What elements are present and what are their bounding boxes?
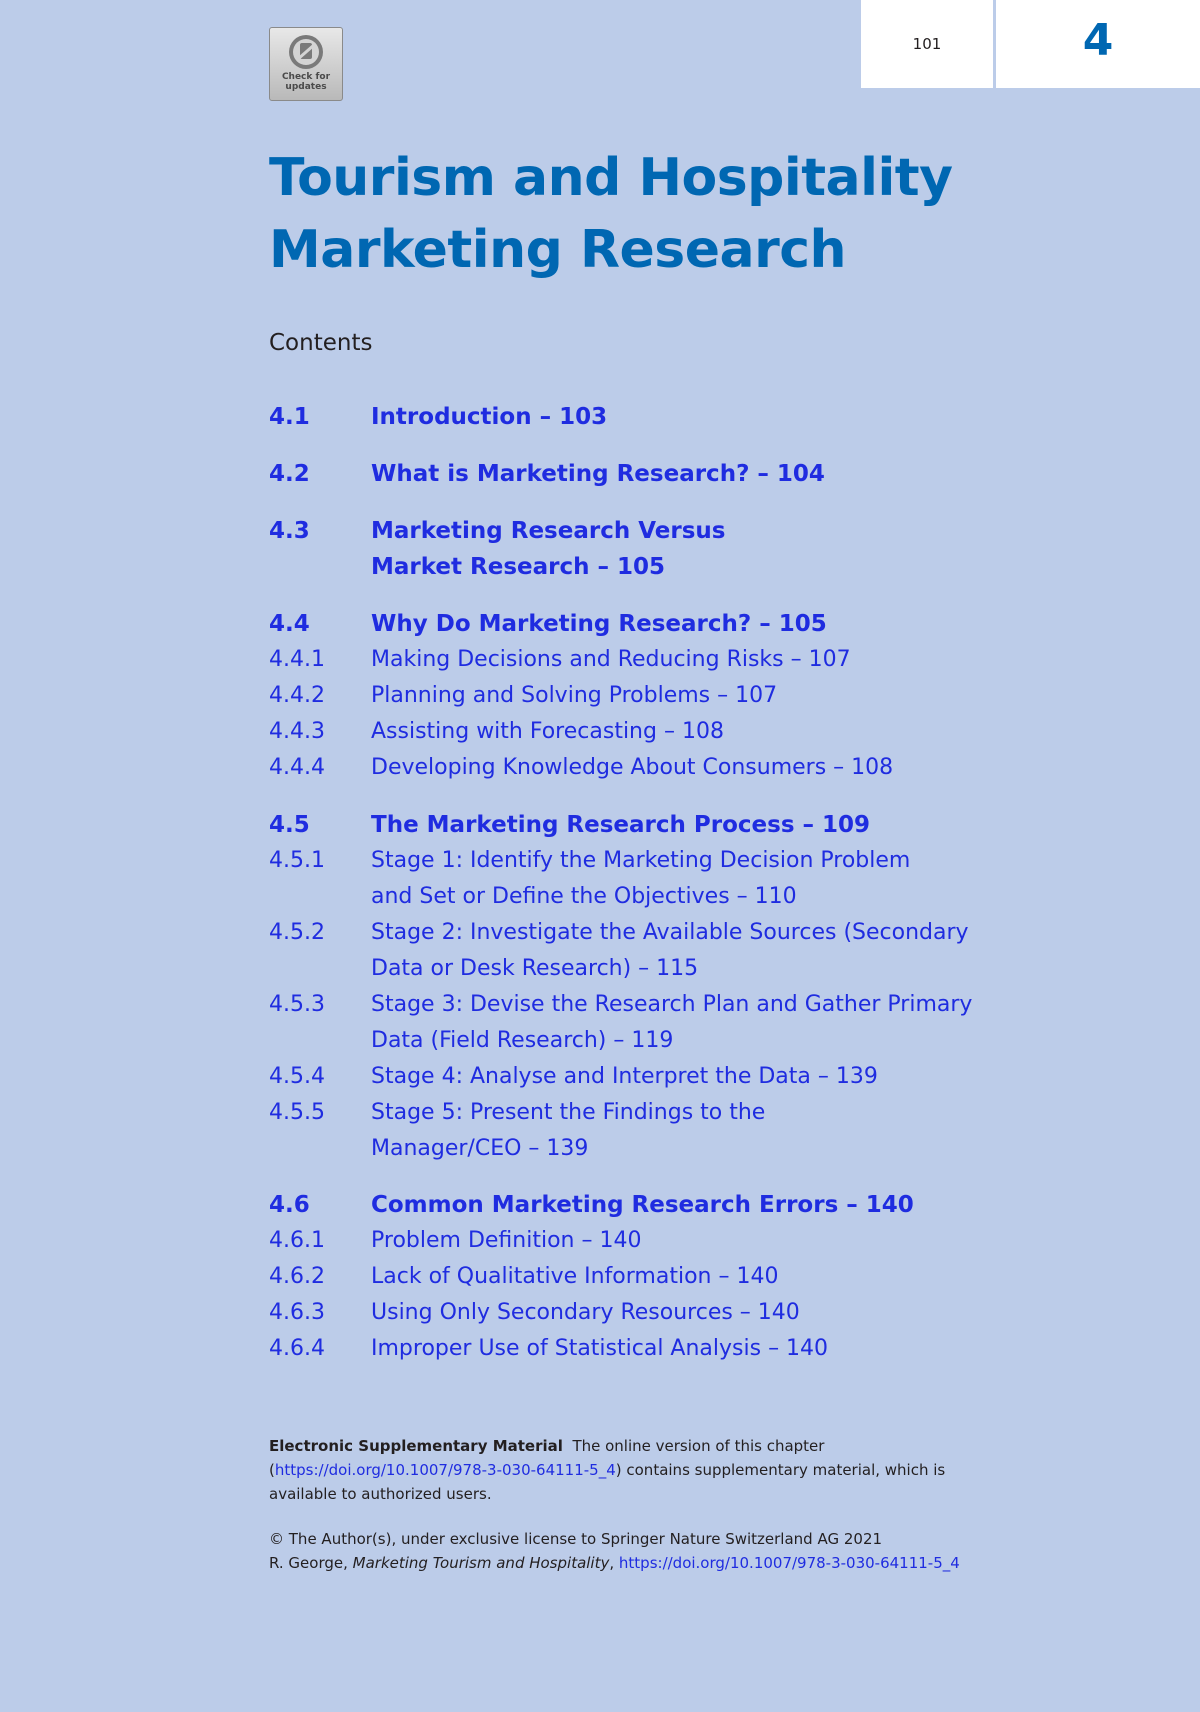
toc-subentry[interactable]	[269, 1059, 1029, 1095]
toc-number: 4.5.4	[269, 1064, 325, 1089]
toc-subentry[interactable]	[269, 1295, 1029, 1331]
chapter-number-text: 4	[1082, 14, 1114, 66]
toc-title: Common Marketing Research Errors – 140	[371, 1192, 914, 1218]
chapter-title	[269, 142, 953, 286]
toc-entry[interactable]	[269, 513, 1029, 585]
toc-number: 4.4.4	[269, 755, 325, 780]
toc-subentry[interactable]	[269, 678, 1029, 714]
toc-number: 4.5	[269, 812, 310, 838]
toc-entry[interactable]	[269, 456, 1029, 492]
toc-title: Why Do Marketing Research? – 105	[371, 611, 827, 637]
copyright-notice	[269, 1527, 1029, 1575]
toc-title: Lack of Qualitative Information – 140	[371, 1264, 779, 1289]
page-number	[861, 0, 993, 88]
toc-title: The Marketing Research Process – 109	[371, 812, 871, 838]
toc-title: Using Only Secondary Resources – 140	[371, 1300, 800, 1325]
toc-title-line-1: Stage 1: Identify the Marketing Decision Problem	[371, 848, 911, 873]
toc-title: Stage 4: Analyse and Interpret the Data – 139	[371, 1064, 878, 1089]
toc-title	[371, 915, 1029, 987]
supplementary-text-before: The online version of this chapter (	[269, 1437, 825, 1479]
badge-line-1: Check for	[281, 72, 331, 82]
toc-number: 4.1	[269, 404, 310, 430]
toc-title-line-2: Data or Desk Research) – 115	[371, 956, 699, 981]
chapter-number	[996, 0, 1200, 88]
toc-subentry[interactable]	[269, 642, 1029, 678]
toc-title-line-1: Stage 5: Present the Findings to the	[371, 1100, 766, 1125]
toc-subentry[interactable]	[269, 1223, 1029, 1259]
badge-text	[282, 72, 330, 92]
page-number-text: 101	[912, 35, 942, 53]
toc-number: 4.4.1	[269, 647, 325, 672]
toc-title-line-2: and Set or Define the Objectives – 110	[371, 884, 797, 909]
table-of-contents	[269, 399, 1029, 1367]
toc-number: 4.2	[269, 461, 310, 487]
toc-subentry[interactable]	[269, 1331, 1029, 1367]
toc-title: Developing Knowledge About Consumers – 108	[371, 755, 894, 780]
toc-entry[interactable]	[269, 606, 1029, 642]
toc-number: 4.6.4	[269, 1336, 325, 1361]
toc-title-line-2: Manager/CEO – 139	[371, 1136, 589, 1161]
toc-number: 4.5.3	[269, 992, 325, 1017]
toc-title	[371, 987, 1029, 1059]
toc-subentry[interactable]	[269, 714, 1029, 750]
chapter-doi-link[interactable]: https://doi.org/10.1007/978-3-030-64111-5_4	[618, 1554, 960, 1572]
toc-title	[371, 843, 1029, 915]
toc-number: 4.5.1	[269, 848, 325, 873]
toc-title-line-1: Stage 2: Investigate the Available Sources (Secondary	[371, 920, 969, 945]
toc-title: What is Marketing Research? – 104	[371, 461, 825, 487]
chapter-title-line-2: Marketing Research	[269, 220, 847, 280]
toc-title-line-2: Market Research – 105	[371, 554, 666, 580]
toc-title	[371, 513, 1029, 585]
toc-subentry[interactable]	[269, 1259, 1029, 1295]
toc-number: 4.5.2	[269, 920, 325, 945]
toc-title-line-1: Stage 3: Devise the Research Plan and Gather Primary	[371, 992, 973, 1017]
toc-number: 4.6	[269, 1192, 310, 1218]
toc-number: 4.4	[269, 611, 310, 637]
toc-number: 4.4.3	[269, 719, 325, 744]
toc-title: Improper Use of Statistical Analysis – 140	[371, 1336, 829, 1361]
check-for-updates-badge[interactable]	[269, 27, 343, 101]
toc-subentry[interactable]	[269, 1095, 1029, 1167]
citation-separator: ,	[609, 1554, 619, 1572]
update-icon	[285, 33, 327, 71]
toc-number: 4.6.3	[269, 1300, 325, 1325]
toc-title-line-2: Data (Field Research) – 119	[371, 1028, 674, 1053]
toc-title: Making Decisions and Reducing Risks – 107	[371, 647, 851, 672]
toc-number: 4.6.2	[269, 1264, 325, 1289]
toc-number: 4.5.5	[269, 1100, 325, 1125]
copyright-line: © The Author(s), under exclusive license to Springer Nature Switzerland AG 2021	[269, 1530, 883, 1548]
toc-entry[interactable]	[269, 1187, 1029, 1223]
supplementary-material-note	[269, 1434, 1004, 1506]
supplementary-text-after: ) contains supplementary material, which is available to authorized users.	[269, 1461, 946, 1503]
toc-number: 4.4.2	[269, 683, 325, 708]
toc-title: Assisting with Forecasting – 108	[371, 719, 724, 744]
toc-title-line-1: Marketing Research Versus	[371, 518, 726, 544]
toc-number: 4.3	[269, 518, 310, 544]
toc-entry[interactable]	[269, 807, 1029, 843]
toc-number: 4.6.1	[269, 1228, 325, 1253]
toc-title	[371, 1095, 1029, 1167]
toc-title: Planning and Solving Problems – 107	[371, 683, 778, 708]
toc-subentry[interactable]	[269, 843, 1029, 915]
badge-line-2: updates	[285, 82, 327, 92]
toc-subentry[interactable]	[269, 750, 1029, 786]
toc-title: Problem Definition – 140	[371, 1228, 642, 1253]
chapter-title-line-1: Tourism and Hospitality	[269, 148, 953, 208]
toc-title: Introduction – 103	[371, 404, 608, 430]
toc-entry[interactable]	[269, 399, 1029, 435]
book-title: Marketing Tourism and Hospitality	[352, 1554, 610, 1572]
toc-subentry[interactable]	[269, 915, 1029, 987]
supplementary-label: Electronic Supplementary Material	[269, 1437, 563, 1455]
supplementary-doi-link[interactable]: https://doi.org/10.1007/978-3-030-64111-5_4	[274, 1461, 616, 1479]
contents-heading: Contents	[269, 330, 373, 356]
toc-subentry[interactable]	[269, 987, 1029, 1059]
author-name: R. George,	[269, 1554, 353, 1572]
